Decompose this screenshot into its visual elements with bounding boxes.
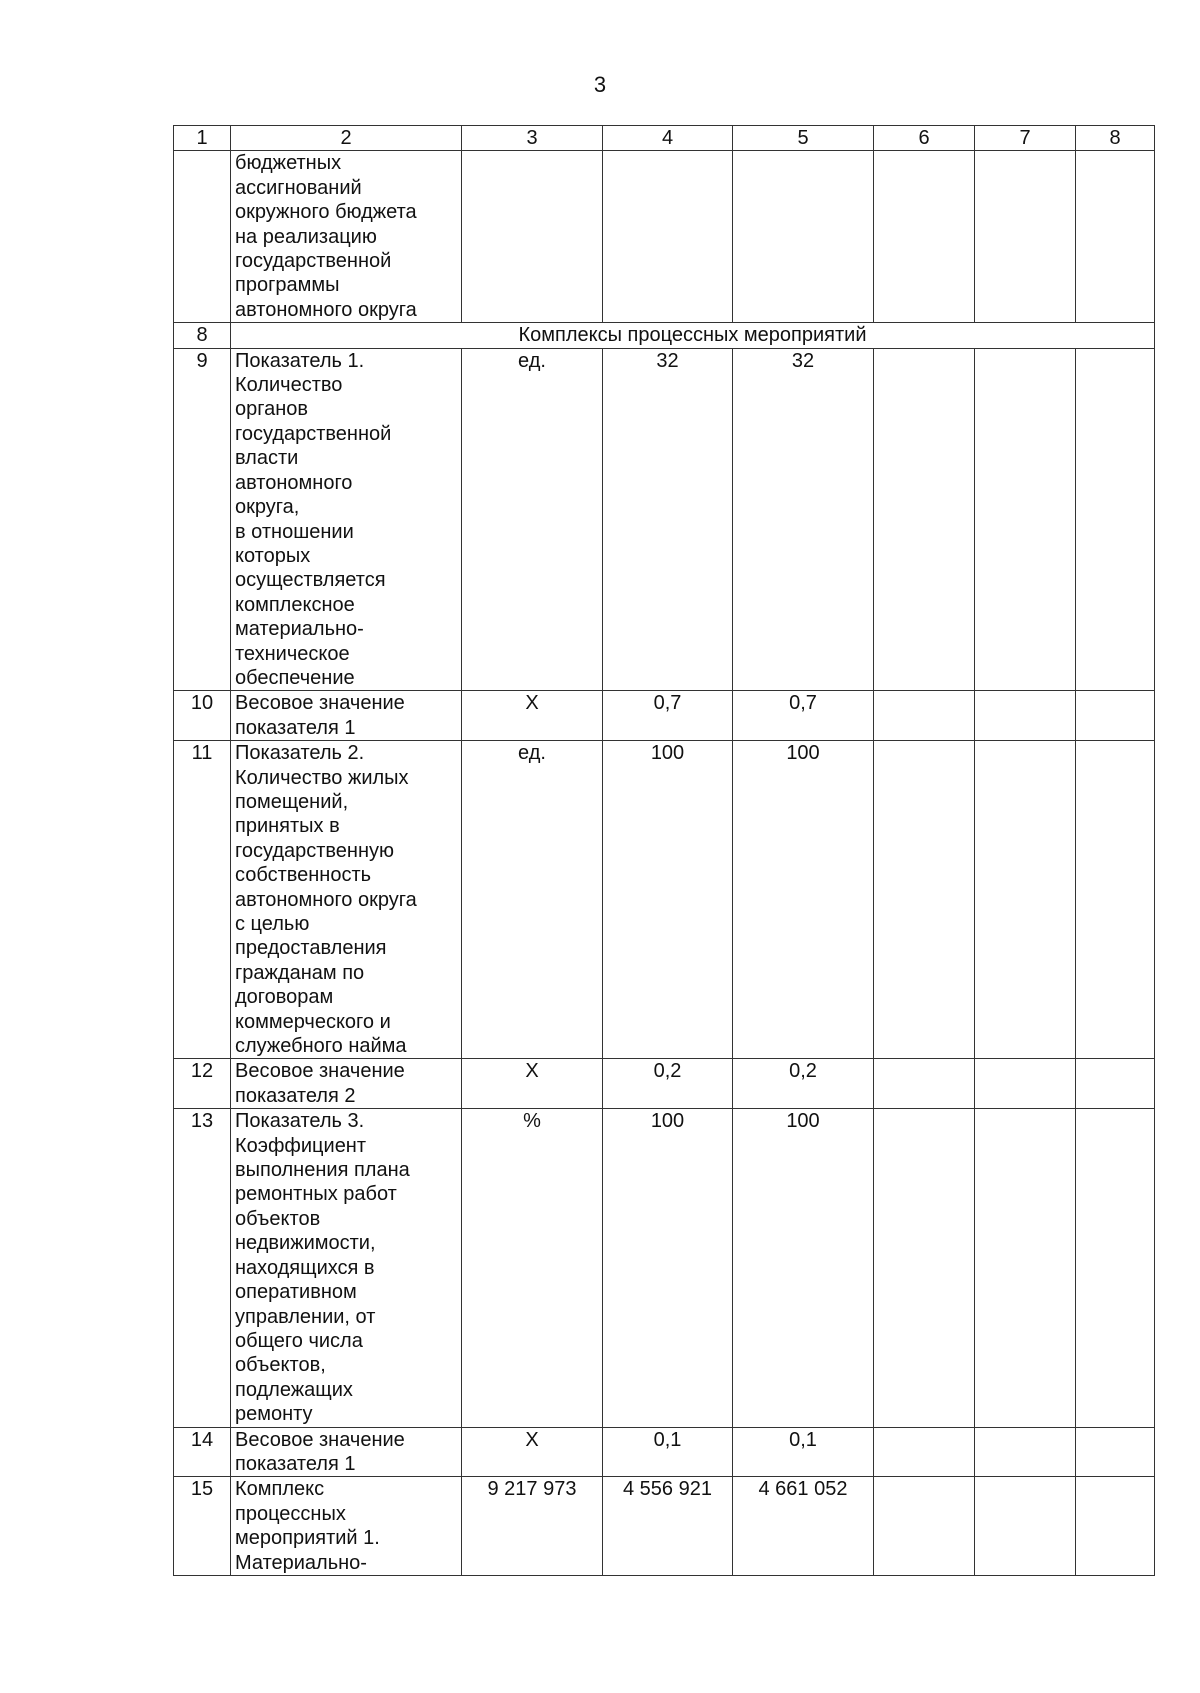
- section-row: [174, 323, 1155, 348]
- cell-col7: [975, 1109, 1076, 1427]
- row-description: Весовое значение показателя 2: [231, 1059, 462, 1109]
- cell-col5: 32: [733, 348, 874, 691]
- cell-col6: [874, 741, 975, 1059]
- cell-col6: [874, 151, 975, 323]
- cell-col3: 9 217 973: [462, 1477, 603, 1576]
- row-description: Показатель 3. Коэффициент выполнения плана ремонтных работ объектов недвижимости, находящихся в оперативном управлении, от общего числа объектов, подлежащих ремонту: [231, 1109, 462, 1427]
- cell-col5: [733, 151, 874, 323]
- table-row: [174, 741, 1155, 1059]
- cell-col8: [1076, 1109, 1155, 1427]
- table-row: [174, 1059, 1155, 1109]
- cell-col7: [975, 1059, 1076, 1109]
- row-description: Комплекс процессных мероприятий 1. Материально-: [231, 1477, 462, 1576]
- column-header: 4: [603, 126, 733, 151]
- cell-col3: Х: [462, 1059, 603, 1109]
- cell-col5: 100: [733, 741, 874, 1059]
- cell-col3: [462, 151, 603, 323]
- column-header: 7: [975, 126, 1076, 151]
- row-number: 10: [174, 691, 231, 741]
- cell-col7: [975, 1477, 1076, 1576]
- cell-col4: 100: [603, 1109, 733, 1427]
- header-row: [174, 126, 1155, 151]
- row-number: 11: [174, 741, 231, 1059]
- row-number: [174, 151, 231, 323]
- cell-col3: Х: [462, 691, 603, 741]
- cell-col6: [874, 1427, 975, 1477]
- row-number: 13: [174, 1109, 231, 1427]
- row-number: 12: [174, 1059, 231, 1109]
- column-header: 3: [462, 126, 603, 151]
- table-row: [174, 1427, 1155, 1477]
- cell-col7: [975, 348, 1076, 691]
- cell-col3: Х: [462, 1427, 603, 1477]
- cell-col7: [975, 1427, 1076, 1477]
- page-number: 3: [593, 72, 607, 97]
- row-description: Показатель 2. Количество жилых помещений, принятых в государственную собственность автономного округа с целью предоставления гражданам по договорам коммерческого и служебного найма: [231, 741, 462, 1059]
- cell-col5: 4 661 052: [733, 1477, 874, 1576]
- table-row: [174, 1477, 1155, 1576]
- cell-col8: [1076, 691, 1155, 741]
- column-header: 2: [231, 126, 462, 151]
- cell-col3: %: [462, 1109, 603, 1427]
- cell-col8: [1076, 1427, 1155, 1477]
- cell-col3: ед.: [462, 348, 603, 691]
- table-row: [174, 348, 1155, 691]
- row-number: 15: [174, 1477, 231, 1576]
- cell-col7: [975, 151, 1076, 323]
- row-description: бюджетных ассигнований окружного бюджета на реализацию государственной программы автономного округа: [231, 151, 462, 323]
- cell-col5: 0,2: [733, 1059, 874, 1109]
- indicator-table: [173, 125, 1155, 1576]
- cell-col8: [1076, 348, 1155, 691]
- column-header: 6: [874, 126, 975, 151]
- cell-col8: [1076, 151, 1155, 323]
- column-header: 1: [174, 126, 231, 151]
- cell-col6: [874, 691, 975, 741]
- cell-col4: 0,1: [603, 1427, 733, 1477]
- cell-col4: 4 556 921: [603, 1477, 733, 1576]
- cell-col6: [874, 348, 975, 691]
- cell-col4: 100: [603, 741, 733, 1059]
- cell-col8: [1076, 1477, 1155, 1576]
- cell-col7: [975, 741, 1076, 1059]
- cell-col6: [874, 1059, 975, 1109]
- table-row: [174, 1109, 1155, 1427]
- table-row: [174, 151, 1155, 323]
- cell-col4: 0,2: [603, 1059, 733, 1109]
- cell-col6: [874, 1109, 975, 1427]
- row-number: 9: [174, 348, 231, 691]
- cell-col5: 0,7: [733, 691, 874, 741]
- row-description: Весовое значение показателя 1: [231, 1427, 462, 1477]
- cell-col5: 0,1: [733, 1427, 874, 1477]
- cell-col5: 100: [733, 1109, 874, 1427]
- cell-col6: [874, 1477, 975, 1576]
- row-number: 8: [174, 323, 231, 348]
- table-row: [174, 691, 1155, 741]
- row-description: Показатель 1. Количество органов государственной власти автономного округа, в отношении которых осуществляется комплексное материально- техническое обеспечение: [231, 348, 462, 691]
- section-title: Комплексы процессных мероприятий: [231, 323, 1155, 348]
- cell-col7: [975, 691, 1076, 741]
- cell-col8: [1076, 741, 1155, 1059]
- cell-col8: [1076, 1059, 1155, 1109]
- cell-col3: ед.: [462, 741, 603, 1059]
- cell-col4: 32: [603, 348, 733, 691]
- row-description: Весовое значение показателя 1: [231, 691, 462, 741]
- column-header: 8: [1076, 126, 1155, 151]
- cell-col4: 0,7: [603, 691, 733, 741]
- cell-col4: [603, 151, 733, 323]
- row-number: 14: [174, 1427, 231, 1477]
- column-header: 5: [733, 126, 874, 151]
